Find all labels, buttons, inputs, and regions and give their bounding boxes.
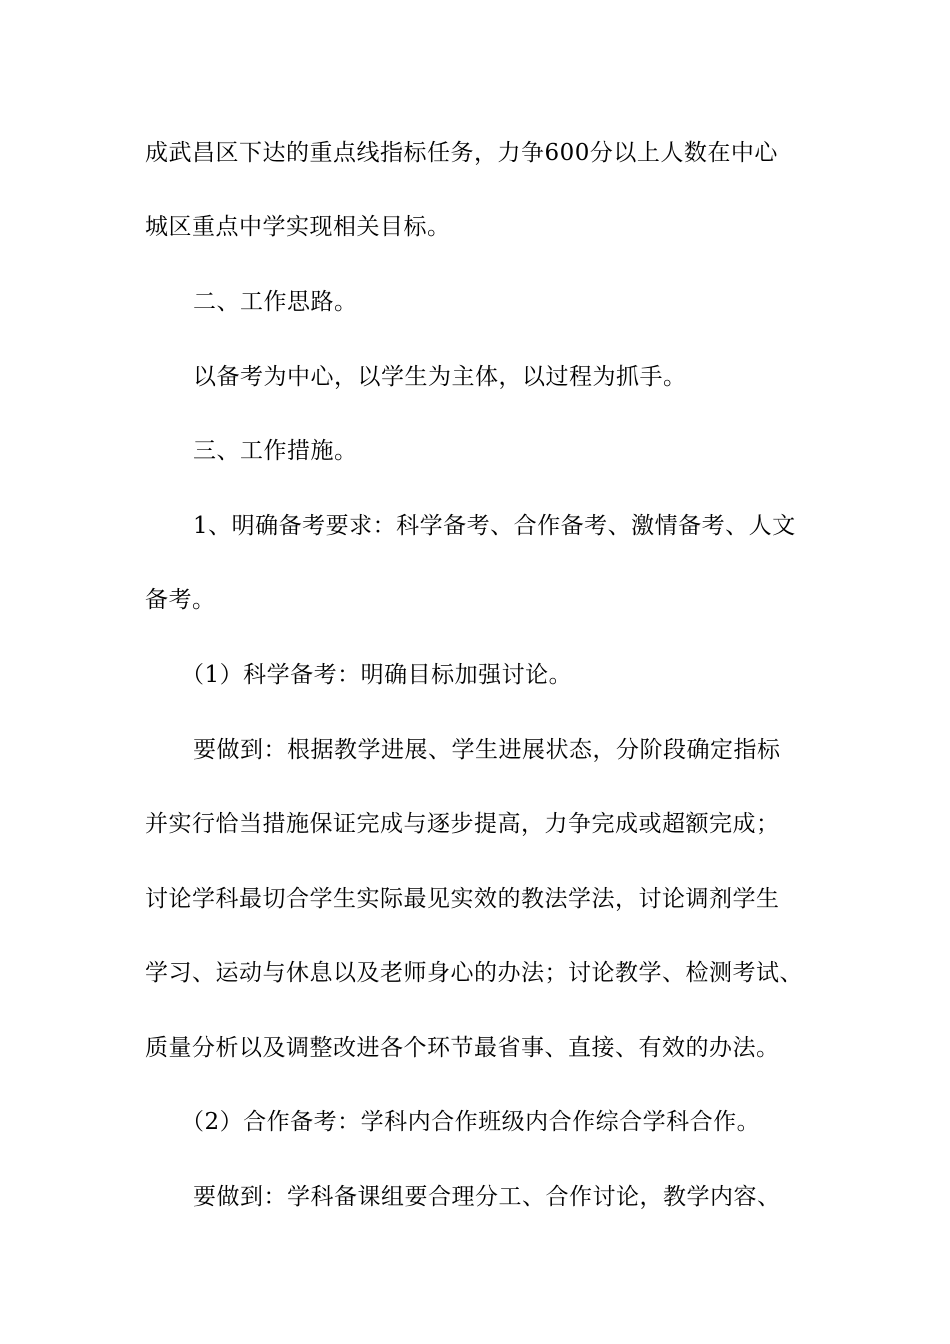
- body-text-line: 质量分析以及调整改进各个环节最省事、直接、有效的办法。: [145, 1035, 780, 1061]
- section-heading: 三、工作措施。: [193, 438, 358, 464]
- body-text-line: 并实行恰当措施保证完成与逐步提高，力争完成或超额完成；: [145, 811, 780, 837]
- body-text-line: 成武昌区下达的重点线指标任务，力争600分以上人数在中心: [145, 140, 778, 166]
- list-item-heading: 1、明确备考要求：科学备考、合作备考、激情备考、人文: [193, 513, 796, 539]
- subsection-heading: （2）合作备考：学科内合作班级内合作综合学科合作。: [181, 1109, 761, 1135]
- body-text-line: 备考。: [145, 587, 216, 613]
- body-text-line: 以备考为中心，以学生为主体，以过程为抓手。: [193, 364, 687, 390]
- body-text-line: 讨论学科最切合学生实际最见实效的教法学法，讨论调剂学生: [145, 886, 780, 912]
- subsection-heading: （1）科学备考：明确目标加强讨论。: [181, 662, 573, 688]
- section-heading: 二、工作思路。: [193, 289, 358, 315]
- body-text-line: 城区重点中学实现相关目标。: [145, 214, 451, 240]
- body-text-line: 要做到：根据教学进展、学生进展状态，分阶段确定指标: [193, 737, 781, 763]
- body-text-line: 学习、运动与休息以及老师身心的办法；讨论教学、检测考试、: [145, 960, 803, 986]
- body-text-line: 要做到：学科备课组要合理分工、合作讨论，教学内容、: [193, 1184, 781, 1210]
